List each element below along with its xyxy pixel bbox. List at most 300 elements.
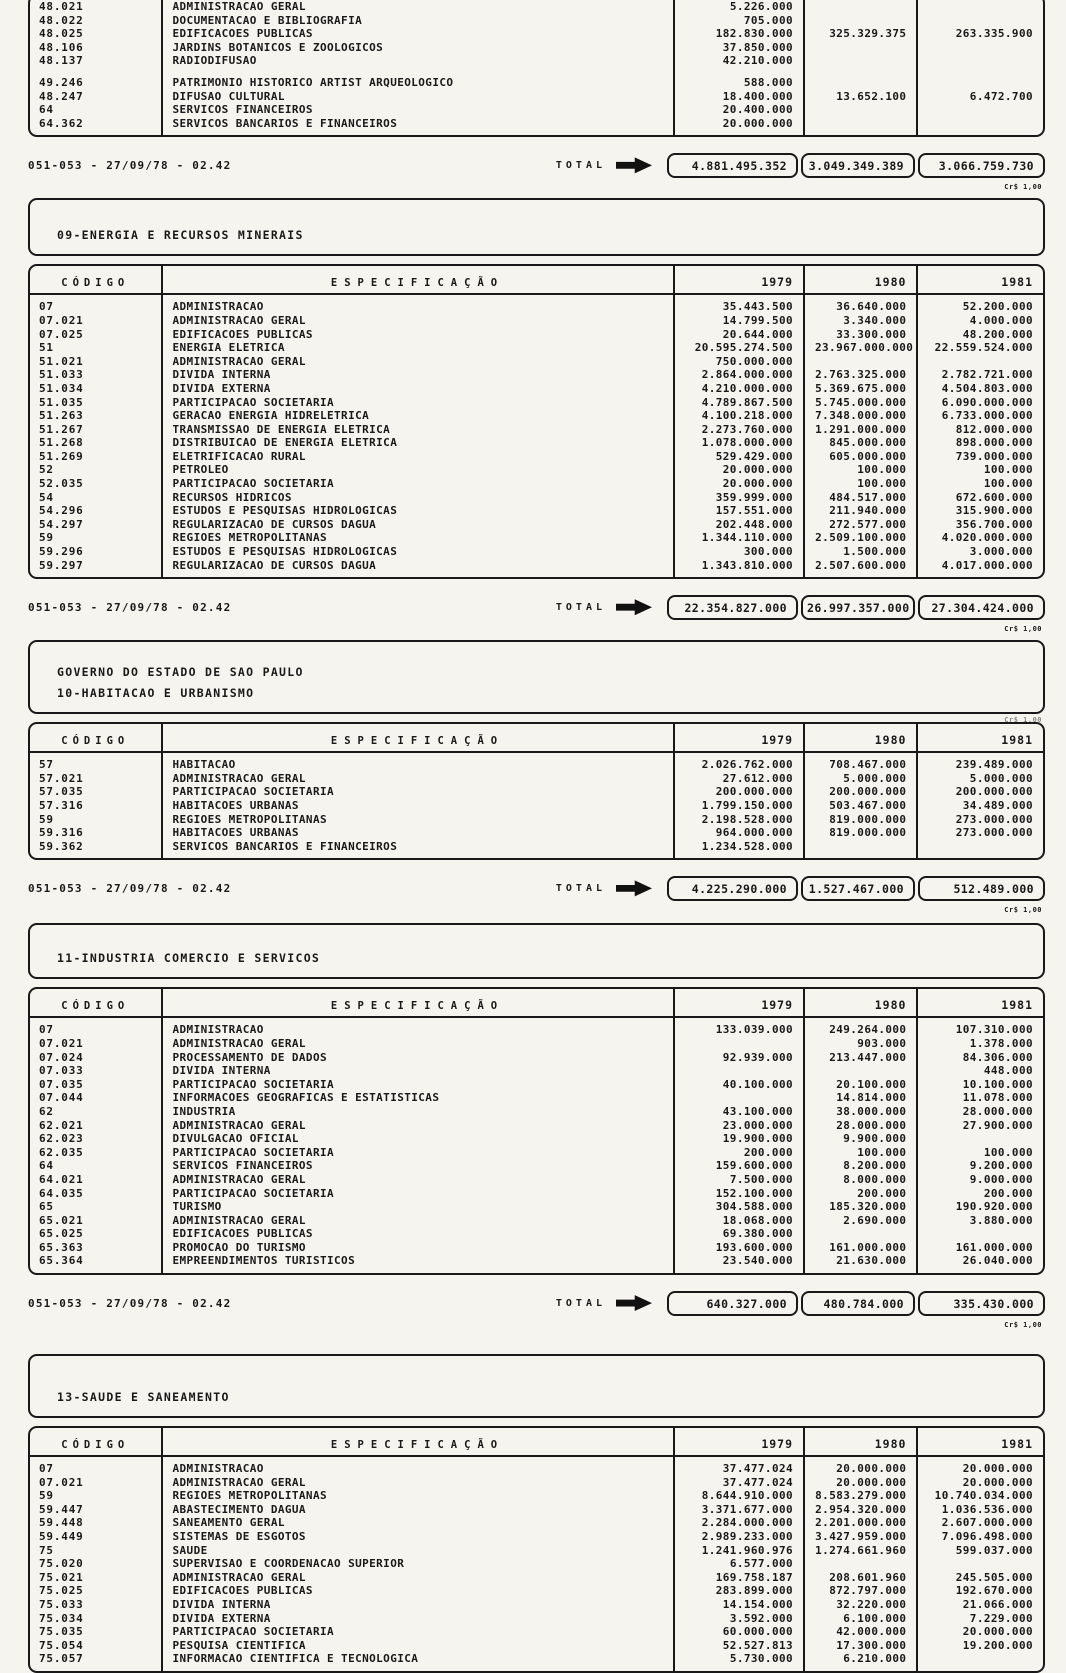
- value-1980: 28.000.000: [803, 1119, 916, 1133]
- value-1980: 2.509.100.000: [803, 531, 916, 545]
- row-code: 75.034: [39, 1611, 84, 1625]
- row-spec: DIVIDA EXTERNA: [161, 1612, 673, 1626]
- value-1980: 161.000.000: [803, 1241, 916, 1255]
- row-code: 57.316: [39, 799, 84, 812]
- value-1980: 17.300.000: [803, 1639, 916, 1653]
- currency-note: Cr$ 1,00: [1004, 625, 1042, 634]
- value-1980: 5.000.000: [803, 772, 916, 786]
- row-spec: PARTICIPACAO SOCIETARIA: [161, 396, 673, 410]
- row-spec: ADMINISTRACAO: [161, 1457, 673, 1476]
- column-header-1981: 1981: [916, 989, 1043, 1018]
- value-1980: 213.447.000: [803, 1051, 916, 1065]
- section-title: 10-HABITACAO E URBANISMO: [57, 686, 255, 701]
- value-1980: 8.583.279.000: [803, 1489, 916, 1503]
- value-1979: 19.900.000: [673, 1132, 804, 1146]
- value-1979: 27.612.000: [673, 772, 804, 786]
- value-1979: 20.400.000: [673, 103, 804, 117]
- table-body: [30, 1018, 1043, 1273]
- value-1980: 13.652.100: [803, 90, 916, 104]
- table-row: [30, 1037, 1043, 1051]
- value-1980: 1.500.000: [803, 545, 916, 559]
- value-1981: 6.090.000.000: [916, 396, 1043, 410]
- table-row: [30, 753, 1043, 772]
- value-1979: 4.100.218.000: [673, 409, 804, 423]
- row-spec: PARTICIPACAO SOCIETARIA: [161, 785, 673, 799]
- value-1981: 190.920.000: [916, 1200, 1043, 1214]
- row-code: 64.362: [39, 116, 84, 130]
- value-1980: [803, 355, 916, 369]
- value-1979: 283.899.000: [673, 1584, 804, 1598]
- table-row: [30, 1173, 1043, 1187]
- value-1979: 4.210.000.000: [673, 382, 804, 396]
- table-row: [30, 840, 1043, 859]
- table-row: [30, 1652, 1043, 1671]
- value-1979: 133.039.000: [673, 1018, 804, 1037]
- value-1980: 32.220.000: [803, 1598, 916, 1612]
- value-1979: 2.989.233.000: [673, 1530, 804, 1544]
- row-code: 51.263: [39, 409, 84, 423]
- value-1981: 7.229.000: [916, 1612, 1043, 1626]
- row-spec: REGULARIZACAO DE CURSOS DAGUA: [161, 559, 673, 578]
- value-1979: 42.210.000: [673, 54, 804, 68]
- table-row: [30, 1051, 1043, 1065]
- value-1979: 5.226.000: [673, 0, 804, 14]
- value-1981: 315.900.000: [916, 504, 1043, 518]
- value-1981: [916, 0, 1043, 14]
- value-1980: 200.000: [803, 1187, 916, 1201]
- value-1981: 4.504.803.000: [916, 382, 1043, 396]
- value-1979: 37.477.024: [673, 1476, 804, 1490]
- table-row: [30, 295, 1043, 314]
- table-row: [30, 1132, 1043, 1146]
- form-code: 051-053 - 27/09/78 - 02.42: [28, 158, 232, 172]
- table-row: [30, 1557, 1043, 1571]
- total-arrow-icon: [616, 1294, 652, 1313]
- table-row: [30, 450, 1043, 464]
- value-1980: [803, 41, 916, 55]
- value-1981: [916, 1557, 1043, 1571]
- table-row: [30, 545, 1043, 559]
- value-1980: 6.100.000: [803, 1612, 916, 1626]
- column-header-1979: 1979: [673, 989, 804, 1018]
- value-1980: 708.467.000: [803, 753, 916, 772]
- budget-table: [28, 722, 1045, 860]
- value-1980: 14.814.000: [803, 1091, 916, 1105]
- section-title-box: [28, 198, 1045, 256]
- row-spec: SUPERVISAO E COORDENACAO SUPERIOR: [161, 1557, 673, 1571]
- value-1981: 10.740.034.000: [916, 1489, 1043, 1503]
- row-code: 07.021: [39, 1475, 84, 1489]
- row-code: 51.034: [39, 381, 84, 395]
- value-1981: [916, 117, 1043, 136]
- row-spec: GERACAO ENERGIA HIDRELETRICA: [161, 409, 673, 423]
- value-1980: 208.601.960: [803, 1571, 916, 1585]
- form-code: 051-053 - 27/09/78 - 02.42: [28, 881, 232, 895]
- total-1980: 3.049.349.389: [801, 153, 915, 178]
- table-row: [30, 103, 1043, 117]
- table-body: [30, 0, 1043, 135]
- value-1980: [803, 1064, 916, 1078]
- row-code: 54.296: [39, 504, 84, 518]
- row-code: 51.035: [39, 395, 84, 409]
- value-1980: [803, 117, 916, 136]
- total-arrow-icon: [616, 879, 652, 898]
- value-1979: 1.241.960.976: [673, 1544, 804, 1558]
- value-1980: 605.000.000: [803, 450, 916, 464]
- row-spec: ADMINISTRACAO GERAL: [161, 1173, 673, 1187]
- value-1981: 4.017.000.000: [916, 559, 1043, 578]
- table-row: [30, 1516, 1043, 1530]
- value-1981: 11.078.000: [916, 1091, 1043, 1105]
- value-1981: [916, 41, 1043, 55]
- row-spec: SANEAMENTO GERAL: [161, 1516, 673, 1530]
- row-spec: ELETRIFICACAO RURAL: [161, 450, 673, 464]
- table-row: [30, 1227, 1043, 1241]
- value-1979: 8.644.910.000: [673, 1489, 804, 1503]
- row-spec: RECURSOS HIDRICOS: [161, 491, 673, 505]
- table-row: [30, 27, 1043, 41]
- value-1980: [803, 1227, 916, 1241]
- value-1980: 3.340.000: [803, 314, 916, 328]
- value-1981: 239.489.000: [916, 753, 1043, 772]
- row-spec: ENERGIA ELETRICA: [161, 341, 673, 355]
- table-row: [30, 117, 1043, 136]
- value-1979: 69.380.000: [673, 1227, 804, 1241]
- value-1981: 245.505.000: [916, 1571, 1043, 1585]
- value-1980: 872.797.000: [803, 1584, 916, 1598]
- value-1979: 2.198.528.000: [673, 813, 804, 827]
- row-code: 75.020: [39, 1557, 84, 1571]
- value-1979: 200.000: [673, 1146, 804, 1160]
- value-1981: 20.000.000: [916, 1457, 1043, 1476]
- row-spec: RADIODIFUSAO: [161, 54, 673, 68]
- table-row: [30, 1078, 1043, 1092]
- value-1980: 23.967.000.000: [803, 341, 916, 355]
- value-1979: 2.284.000.000: [673, 1516, 804, 1530]
- value-1979: 300.000: [673, 545, 804, 559]
- row-spec: SERVICOS BANCARIOS E FINANCEIROS: [161, 840, 673, 859]
- value-1980: 249.264.000: [803, 1018, 916, 1037]
- table-row: [30, 0, 1043, 14]
- row-spec: EDIFICACOES PUBLICAS: [161, 1227, 673, 1241]
- value-1981: 1.036.536.000: [916, 1503, 1043, 1517]
- column-header-1981: 1981: [916, 724, 1043, 753]
- value-1980: 7.348.000.000: [803, 409, 916, 423]
- table-body: [30, 1457, 1043, 1671]
- value-1980: [803, 54, 916, 68]
- table-row: [30, 1584, 1043, 1598]
- row-code: 48.021: [39, 0, 84, 13]
- value-1981: 48.200.000: [916, 328, 1043, 342]
- value-1981: [916, 1652, 1043, 1671]
- value-1981: 273.000.000: [916, 813, 1043, 827]
- value-1981: [916, 54, 1043, 68]
- value-1981: 27.900.000: [916, 1119, 1043, 1133]
- row-code: 49.246: [39, 75, 84, 89]
- row-code: 07.021: [39, 313, 84, 327]
- value-1979: 588.000: [673, 68, 804, 90]
- value-1980: [803, 103, 916, 117]
- row-spec: EDIFICACOES PUBLICAS: [161, 1584, 673, 1598]
- table-row: [30, 1018, 1043, 1037]
- table-row: [30, 1105, 1043, 1119]
- row-code: 59.296: [39, 545, 84, 559]
- row-code: 75.025: [39, 1584, 84, 1598]
- value-1979: 3.371.677.000: [673, 1503, 804, 1517]
- table-header: [30, 724, 1043, 753]
- column-header-1980: 1980: [803, 1428, 916, 1457]
- form-code: 051-053 - 27/09/78 - 02.42: [28, 1296, 232, 1310]
- currency-note: Cr$ 1,00: [1004, 183, 1042, 192]
- row-spec: EMPREENDIMENTOS TURISTICOS: [161, 1254, 673, 1273]
- table-row: [30, 559, 1043, 578]
- row-code: 64: [39, 103, 54, 117]
- row-spec: ADMINISTRACAO GERAL: [161, 772, 673, 786]
- table-row: [30, 477, 1043, 491]
- value-1981: 599.037.000: [916, 1544, 1043, 1558]
- total-row: [28, 873, 1045, 903]
- total-row: [28, 1288, 1045, 1318]
- row-code: 51.269: [39, 449, 84, 463]
- value-1981: 356.700.000: [916, 518, 1043, 532]
- table-row: [30, 341, 1043, 355]
- total-1979: 640.327.000: [667, 1291, 798, 1316]
- budget-table: [28, 987, 1045, 1275]
- row-code: 51.267: [39, 422, 84, 436]
- value-1980: 1.274.661.960: [803, 1544, 916, 1558]
- budget-table: [28, 1426, 1045, 1673]
- value-1981: 21.066.000: [916, 1598, 1043, 1612]
- total-1980: 1.527.467.000: [801, 876, 915, 901]
- value-1981: 2.782.721.000: [916, 368, 1043, 382]
- row-spec: EDIFICACOES PUBLICAS: [161, 27, 673, 41]
- row-spec: ADMINISTRACAO GERAL: [161, 1476, 673, 1490]
- row-code: 75.021: [39, 1570, 84, 1584]
- row-code: 75.054: [39, 1638, 84, 1652]
- row-code: 57.035: [39, 785, 84, 799]
- row-code: 65.025: [39, 1227, 84, 1241]
- row-code: 59.448: [39, 1516, 84, 1530]
- row-code: 07.024: [39, 1050, 84, 1064]
- value-1979: 169.758.187: [673, 1571, 804, 1585]
- column-header-codigo: CÓDIGO: [30, 1428, 161, 1457]
- value-1980: 845.000.000: [803, 436, 916, 450]
- value-1979: 157.551.000: [673, 504, 804, 518]
- row-code: 48.022: [39, 13, 84, 27]
- row-spec: EDIFICACOES PUBLICAS: [161, 328, 673, 342]
- value-1980: 20.100.000: [803, 1078, 916, 1092]
- row-code: 59: [39, 812, 54, 826]
- row-code: 64.021: [39, 1172, 84, 1186]
- value-1981: 161.000.000: [916, 1241, 1043, 1255]
- value-1979: 6.577.000: [673, 1557, 804, 1571]
- value-1980: 20.000.000: [803, 1476, 916, 1490]
- section-title-box: [28, 923, 1045, 979]
- row-spec: PROMOCAO DO TURISMO: [161, 1241, 673, 1255]
- row-code: 07: [39, 300, 54, 314]
- value-1979: 37.477.024: [673, 1457, 804, 1476]
- row-code: 07.044: [39, 1091, 84, 1105]
- row-spec: ADMINISTRACAO GERAL: [161, 1571, 673, 1585]
- table-row: [30, 382, 1043, 396]
- total-label: TOTAL: [555, 1297, 606, 1309]
- row-code: 65.364: [39, 1254, 84, 1268]
- value-1979: 7.500.000: [673, 1173, 804, 1187]
- row-code: 07.033: [39, 1064, 84, 1078]
- value-1979: 20.000.000: [673, 117, 804, 136]
- column-header-1980: 1980: [803, 724, 916, 753]
- table-row: [30, 1214, 1043, 1228]
- value-1981: [916, 840, 1043, 859]
- value-1981: 10.100.000: [916, 1078, 1043, 1092]
- budget-table: [28, 0, 1045, 137]
- total-1980: 26.997.357.000: [801, 595, 915, 620]
- row-code: 59.362: [39, 839, 84, 853]
- value-1981: [916, 355, 1043, 369]
- table-row: [30, 368, 1043, 382]
- value-1981: 200.000.000: [916, 785, 1043, 799]
- row-spec: PARTICIPACAO SOCIETARIA: [161, 1146, 673, 1160]
- value-1981: 34.489.000: [916, 799, 1043, 813]
- value-1981: 4.000.000: [916, 314, 1043, 328]
- column-header-1981: 1981: [916, 266, 1043, 295]
- row-code: 75.033: [39, 1598, 84, 1611]
- value-1981: 273.000.000: [916, 826, 1043, 840]
- row-spec: SERVICOS FINANCEIROS: [161, 103, 673, 117]
- row-code: 62.035: [39, 1145, 84, 1159]
- column-header-codigo: CÓDIGO: [30, 989, 161, 1018]
- section-title: GOVERNO DO ESTADO DE SAO PAULO: [57, 665, 304, 680]
- value-1979: 2.026.762.000: [673, 753, 804, 772]
- value-1979: [673, 1064, 804, 1078]
- row-code: 62.021: [39, 1118, 84, 1132]
- value-1979: 14.154.000: [673, 1598, 804, 1612]
- value-1981: [916, 103, 1043, 117]
- value-1980: 20.000.000: [803, 1457, 916, 1476]
- section-industria: [28, 923, 1045, 1330]
- row-spec: DIFUSAO CULTURAL: [161, 90, 673, 104]
- value-1979: 152.100.000: [673, 1187, 804, 1201]
- value-1981: 200.000: [916, 1187, 1043, 1201]
- value-1980: 200.000.000: [803, 785, 916, 799]
- value-1980: 8.200.000: [803, 1159, 916, 1173]
- table-row: [30, 1457, 1043, 1476]
- value-1981: 100.000: [916, 1146, 1043, 1160]
- column-header-1981: 1981: [916, 1428, 1043, 1457]
- row-spec: ADMINISTRACAO GERAL: [161, 1037, 673, 1051]
- value-1979: 20.644.000: [673, 328, 804, 342]
- value-1980: 2.763.325.000: [803, 368, 916, 382]
- row-spec: PESQUISA CIENTIFICA: [161, 1639, 673, 1653]
- row-code: 65.363: [39, 1240, 84, 1254]
- section-saude: [28, 1354, 1045, 1673]
- value-1980: 100.000: [803, 477, 916, 491]
- value-1979: 35.443.500: [673, 295, 804, 314]
- total-1979: 22.354.827.000: [667, 595, 798, 620]
- value-1981: 52.200.000: [916, 295, 1043, 314]
- value-1980: 211.940.000: [803, 504, 916, 518]
- value-1981: 5.000.000: [916, 772, 1043, 786]
- value-1981: [916, 1227, 1043, 1241]
- value-1980: 2.690.000: [803, 1214, 916, 1228]
- value-1979: 2.864.000.000: [673, 368, 804, 382]
- table-row: [30, 90, 1043, 104]
- table-row: [30, 328, 1043, 342]
- value-1979: 20.595.274.500: [673, 341, 804, 355]
- row-spec: DISTRIBUICAO DE ENERGIA ELETRICA: [161, 436, 673, 450]
- value-1981: [916, 68, 1043, 90]
- table-row: [30, 1598, 1043, 1612]
- value-1981: [916, 14, 1043, 28]
- value-1979: 1.234.528.000: [673, 840, 804, 859]
- table-row: [30, 396, 1043, 410]
- value-1979: 23.540.000: [673, 1254, 804, 1273]
- row-spec: DIVIDA INTERNA: [161, 1064, 673, 1078]
- row-spec: ESTUDOS E PESQUISAS HIDROLOGICAS: [161, 504, 673, 518]
- value-1981: 6.733.000.000: [916, 409, 1043, 423]
- value-1980: 185.320.000: [803, 1200, 916, 1214]
- currency-note: Cr$ 1,00: [1004, 1321, 1042, 1330]
- value-1979: 18.400.000: [673, 90, 804, 104]
- table-row: [30, 314, 1043, 328]
- column-header-1979: 1979: [673, 1428, 804, 1457]
- row-code: 07.035: [39, 1077, 84, 1091]
- table-row: [30, 41, 1043, 55]
- row-spec: DOCUMENTACAO E BIBLIOGRAFIA: [161, 14, 673, 28]
- row-spec: ADMINISTRACAO GERAL: [161, 1214, 673, 1228]
- value-1979: 20.000.000: [673, 477, 804, 491]
- value-1981: 100.000: [916, 463, 1043, 477]
- value-1981: 107.310.000: [916, 1018, 1043, 1037]
- value-1981: 1.378.000: [916, 1037, 1043, 1051]
- row-spec: REGIOES METROPOLITANAS: [161, 1489, 673, 1503]
- section-title: 13-SAUDE E SANEAMENTO: [57, 1390, 230, 1405]
- budget-table: [28, 264, 1045, 579]
- total-label: TOTAL: [555, 601, 606, 613]
- row-spec: DIVIDA INTERNA: [161, 1598, 673, 1612]
- table-row: [30, 1612, 1043, 1626]
- value-1980: [803, 1557, 916, 1571]
- value-1981: 739.000.000: [916, 450, 1043, 464]
- row-spec: DIVIDA INTERNA: [161, 368, 673, 382]
- value-1979: 529.429.000: [673, 450, 804, 464]
- row-spec: HABITACOES URBANAS: [161, 826, 673, 840]
- total-1979: 4.225.290.000: [667, 876, 798, 901]
- row-spec: PARTICIPACAO SOCIETARIA: [161, 1625, 673, 1639]
- table-row: [30, 1254, 1043, 1273]
- value-1980: 272.577.000: [803, 518, 916, 532]
- value-1979: 52.527.813: [673, 1639, 804, 1653]
- column-header-1980: 1980: [803, 989, 916, 1018]
- table-header: [30, 1428, 1043, 1457]
- table-row: [30, 409, 1043, 423]
- row-code: 65: [39, 1200, 54, 1214]
- section-title-box: [28, 640, 1045, 714]
- table-row: [30, 504, 1043, 518]
- row-code: 51.021: [39, 354, 84, 368]
- row-code: 62: [39, 1104, 54, 1118]
- row-spec: ADMINISTRACAO GERAL: [161, 314, 673, 328]
- row-spec: ADMINISTRACAO GERAL: [161, 1119, 673, 1133]
- table-row: [30, 1119, 1043, 1133]
- row-spec: INFORMACAO CIENTIFICA E TECNOLOGICA: [161, 1652, 673, 1671]
- currency-note: Cr$ 1,00: [1004, 716, 1042, 725]
- total-1981: 27.304.424.000: [918, 595, 1045, 620]
- table-row: [30, 491, 1043, 505]
- table-row: [30, 1544, 1043, 1558]
- value-1979: 14.799.500: [673, 314, 804, 328]
- row-spec: SISTEMAS DE ESGOTOS: [161, 1530, 673, 1544]
